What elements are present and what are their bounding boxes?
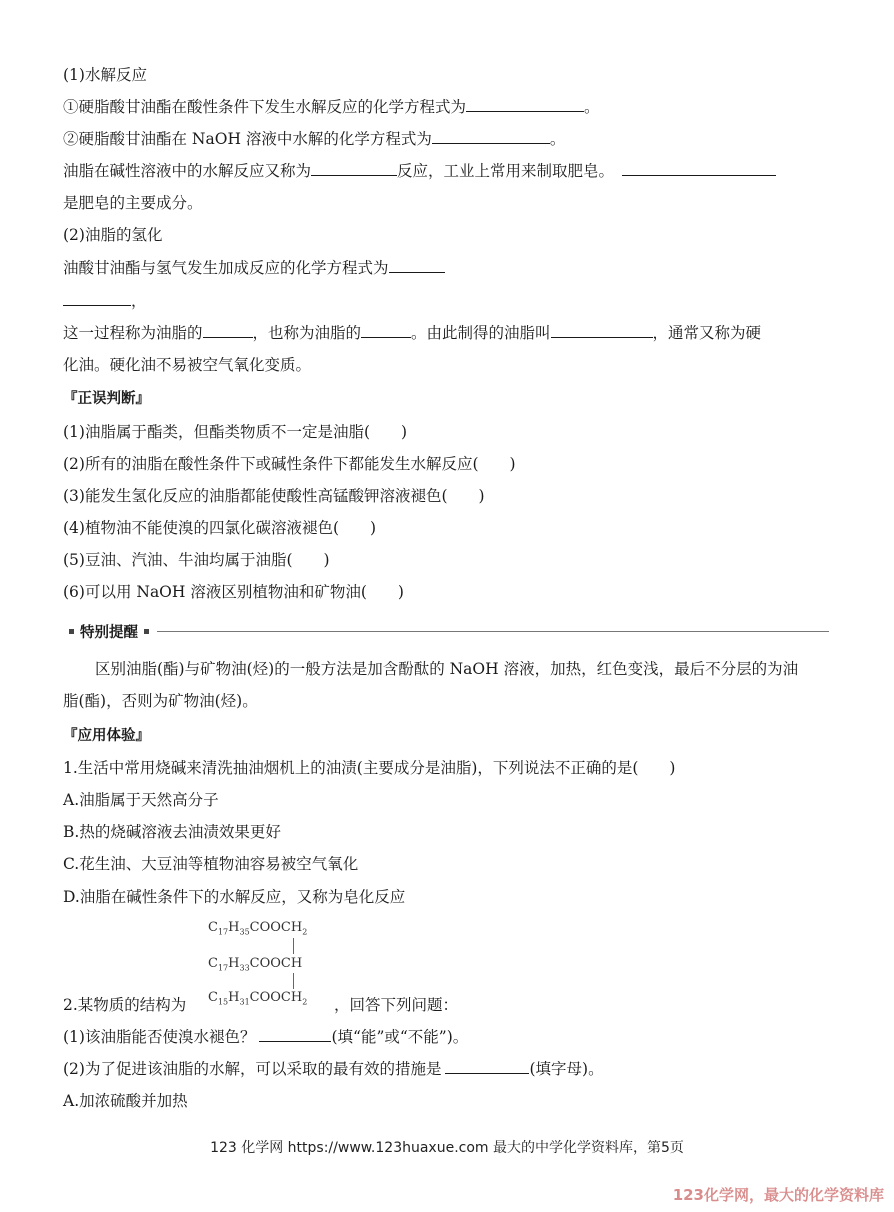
hydrolysis-q1-end: 。 [584, 98, 600, 116]
struct-sub: 15 [217, 997, 229, 1007]
answer-blank[interactable] [551, 322, 653, 338]
hydrogenation-q2-text-c: 。由此制得的油脂叫 [411, 324, 551, 342]
struct-group: COOCH [249, 920, 303, 935]
judge-item: (1)油脂属于酯类，但酯类物质不一定是油脂( ) [63, 423, 408, 441]
judge-item: (5)豆油、汽油、牛油均属于油脂( ) [63, 551, 330, 569]
practice-q1-option: C.花生油、大豆油等植物油容易被空气氧化 [63, 855, 359, 873]
struct-atom: C [208, 956, 218, 971]
practice-q2-2-end: (填字母)。 [529, 1060, 604, 1078]
hydrogenation-q1-end: ， [131, 292, 147, 310]
answer-blank[interactable] [389, 257, 445, 273]
struct-atom: H [228, 990, 240, 1005]
answer-blank[interactable] [445, 1058, 529, 1074]
hydrogenation-q1-cont [63, 290, 147, 312]
struct-group: COOCH [249, 990, 303, 1005]
hydrogenation-q1-text: 油酸甘油酯与氢气发生加成反应的化学方程式为 [63, 259, 389, 277]
hydrogenation-q2-text-a: 这一过程称为油脂的 [63, 324, 203, 342]
practice-q2-1 [63, 1026, 468, 1048]
tip-label: 特别提醒 [80, 624, 138, 641]
answer-blank[interactable] [361, 322, 411, 338]
struct-bond [293, 938, 294, 954]
struct-sub: 17 [217, 963, 229, 973]
tip-divider [157, 631, 829, 632]
struct-sub: 2 [302, 927, 308, 937]
judge-item: (3)能发生氢化反应的油脂都能使酸性高锰酸钾溶液褪色( ) [63, 487, 485, 505]
tip-line-2: 脂(酯)，否则为矿物油(烃)。 [63, 692, 258, 710]
hydrolysis-q3-cont: 是肥皂的主要成分。 [63, 194, 203, 212]
answer-blank[interactable] [63, 290, 131, 306]
practice-heading: 『应用体验』 [63, 728, 150, 744]
answer-blank[interactable] [203, 322, 253, 338]
page-footer: 123 化学网 https://www.123huaxue.com 最大的中学化学资料库，第5页 [210, 1140, 684, 1156]
answer-blank[interactable] [432, 128, 550, 144]
judge-item: (6)可以用 NaOH 溶液区别植物油和矿物油( ) [63, 583, 404, 601]
practice-q1-option: B.热的烧碱溶液去油渍效果更好 [63, 823, 281, 841]
tip-line-1: 区别油脂(酯)与矿物油(烃)的一般方法是加含酚酞的 NaOH 溶液，加热，红色变浅，最后不分层的为油 [95, 660, 799, 678]
struct-atom: C [208, 990, 218, 1005]
answer-blank[interactable] [311, 160, 397, 176]
practice-q2-2 [63, 1058, 604, 1080]
tip-bullet-icon [144, 629, 149, 634]
struct-atom: H [228, 920, 240, 935]
hydrolysis-q3 [63, 160, 776, 182]
hydrogenation-q1 [63, 257, 445, 279]
practice-q2-tail: ，回答下列问题： [334, 996, 459, 1014]
hydrolysis-q1-text: ①硬脂酸甘油酯在酸性条件下发生水解反应的化学方程式为 [63, 98, 467, 116]
judge-heading: 『正误判断』 [63, 391, 150, 407]
tip-header [63, 620, 829, 642]
struct-sub: 2 [302, 997, 308, 1007]
tip-bullet-icon [69, 629, 74, 634]
struct-row-3 [208, 989, 307, 1012]
struct-sub: 17 [217, 927, 229, 937]
hydrolysis-q2 [63, 128, 565, 150]
struct-atom: H [228, 956, 240, 971]
hydrogenation-q2-text-b: ，也称为油脂的 [252, 324, 362, 342]
practice-q1: 1.生活中常用烧碱来清洗抽油烟机上的油渍(主要成分是油脂)，下列说法不正确的是( ) [63, 759, 676, 777]
answer-blank[interactable] [466, 96, 584, 112]
hydrolysis-q2-text: ②硬脂酸甘油酯在 NaOH 溶液中水解的化学方程式为 [63, 130, 432, 148]
hydrolysis-q3-text-b: 反应，工业上常用来制取肥皂。 [397, 162, 615, 180]
struct-group: COOCH [249, 956, 303, 971]
struct-row-2 [208, 955, 302, 978]
judge-item: (4)植物油不能使溴的四氯化碳溶液褪色( ) [63, 519, 377, 537]
hydrolysis-heading: (1)水解反应 [63, 66, 147, 84]
practice-q2: 2.某物质的结构为 [63, 996, 187, 1014]
struct-sub: 31 [239, 997, 250, 1007]
struct-bond [293, 973, 294, 989]
hydrolysis-q3-text-a: 油脂在碱性溶液中的水解反应又称为 [63, 162, 312, 180]
hydrogenation-q2 [63, 322, 761, 344]
practice-q2-1-text: (1)该油脂能否使溴水褪色？ [63, 1028, 256, 1046]
struct-atom: C [208, 920, 218, 935]
watermark: 123化学网，最大的化学资料库 [672, 1186, 884, 1204]
practice-q1-option: A.油脂属于天然高分子 [63, 791, 219, 809]
struct-sub: 35 [239, 927, 250, 937]
hydrogenation-q2-cont: 化油。硬化油不易被空气氧化变质。 [63, 356, 312, 374]
answer-blank[interactable] [622, 160, 776, 176]
hydrogenation-q2-text-d: ，通常又称为硬 [652, 324, 762, 342]
practice-q2-option: A.加浓硫酸并加热 [63, 1092, 188, 1110]
hydrolysis-q1 [63, 96, 600, 118]
practice-q1-option: D.油脂在碱性条件下的水解反应，又称为皂化反应 [63, 888, 406, 906]
practice-q2-2-text: (2)为了促进该油脂的水解，可以采取的最有效的措施是 [63, 1060, 442, 1078]
hydrogenation-heading: (2)油脂的氢化 [63, 226, 163, 244]
struct-sub: 33 [239, 963, 250, 973]
hydrolysis-q2-end: 。 [549, 130, 566, 148]
answer-blank[interactable] [259, 1026, 331, 1042]
judge-item: (2)所有的油脂在酸性条件下或碱性条件下都能发生水解反应( ) [63, 455, 516, 473]
practice-q2-1-end: (填“能”或“不能”)。 [331, 1028, 469, 1046]
